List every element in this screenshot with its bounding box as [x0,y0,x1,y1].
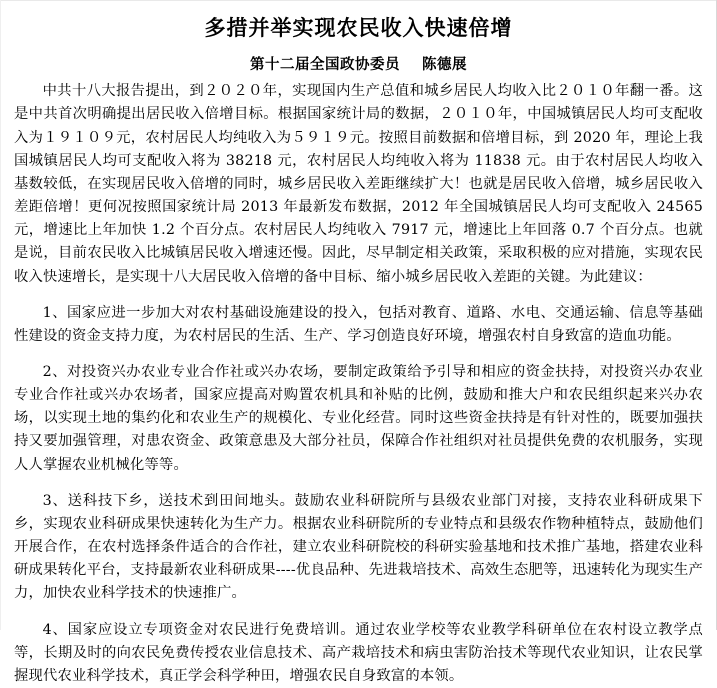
page-top-border [0,0,717,1]
byline-author: 陈德展 [422,56,467,74]
paragraph-spacer [14,352,703,361]
page-title: 多措并举实现农民收入快速倍增 [204,15,513,40]
paragraph-4: 3、送科技下乡，送技术到田间地头。鼓励农业科研院所与县级农业部门对接，支持农业科研成果下乡，实现农业科研成果快速转化为生产力。根据农业科研院所的专业特点和县级农作物种植特点，鼓励他们开展合作，在农村选择条件适合的合作社，建立农业科研院校的科研实验基地和技术推广基地，搭建农业科研成果转化平台，支持最新农业科研成果----优良品种、先进栽培技术、高效生态肥等，迅速转化为现实生产力，加快农业科学技术的快速推广。 [14,492,703,602]
paragraph-spacer [14,293,703,302]
paragraph-1: 中共十八大报告提出，到２０２０年，实现国内生产总值和城乡居民人均收入比２０１０年翻一番。这是中共首次明确提出居民收入倍增目标。根据国家统计局的数据，２０１０年，中国城镇居民人均可支配收入为１９１０９元，农村居民人均纯收入为５９１９元。按照目前数据和倍增目标，到 2020 年，理论上我国城镇居民人均可支配收入将为 38218 元，农村居民人均纯收入将为 11838 元。由于农村居民人均收入基数较低，在实现居民收入倍增的同时，城乡居民收入差距继续扩大！也就是居民收入倍增，城乡居民收入差距倍增！更何况按照国家统计局 2013 年最新发布数据，2012 年全国城镇居民人均可支配收入 24565 元，增速比上年加快 1.2 个百分点。农村居民人均纯收入 7917 元，增速比上年回落 0.7 个百分点。也就是说，目前农民收入比城镇居民收入增速还慢。因此，尽早制定相关政策，采取积极的应对措施，实现农民收入快速增长，是实现十八大居民收入倍增的备中目标、缩小城乡居民收入差距的关键。为此建议： [14,83,703,285]
paragraph-5: 4、国家应设立专项资金对农民进行免费培训。通过农业学校等农业教学科研单位在农村设立教学点等，长期及时的向农民免费传授农业信息技术、高产栽培技术和病虫害防治技术等现代农业知识，让农民掌握现代农业科学技术，真正学会科学种田，增强农民自身致富的本领。 [14,621,703,684]
page-left-border [0,0,1,630]
paragraph-2: 1、国家应进一步加大对农村基础设施建设的投入，包括对教育、道路、水电、交通运输、信息等基础性建设的资金支持力度，为农村居民的生活、生产、学习创造良好环境，增强农村自身致富的造血功能。 [14,304,703,344]
byline-session: 第十二届全国政协委员 [250,56,400,74]
paragraph-3: 2、对投资兴办农业专业合作社或兴办农场，要制定政策给予引导和相应的资金扶持，对投资兴办农业专业合作社或兴办农场者，国家应提高对购置农机具和补贴的比例，鼓励和推大户和农民组织起来兴办农场，以实现土地的集约化和农业生产的规模化、专业化经营。同时这些资金扶持是有针对性的，既要加强扶持又要加强管理，对患农资金、政策意患及大部分社员，保障合作社组织对社员提供免费的农机服务，实现人人掌握农业机械化等等。 [14,364,703,473]
paragraph-spacer [14,481,703,490]
paragraph-spacer [14,610,703,619]
byline [14,53,703,74]
